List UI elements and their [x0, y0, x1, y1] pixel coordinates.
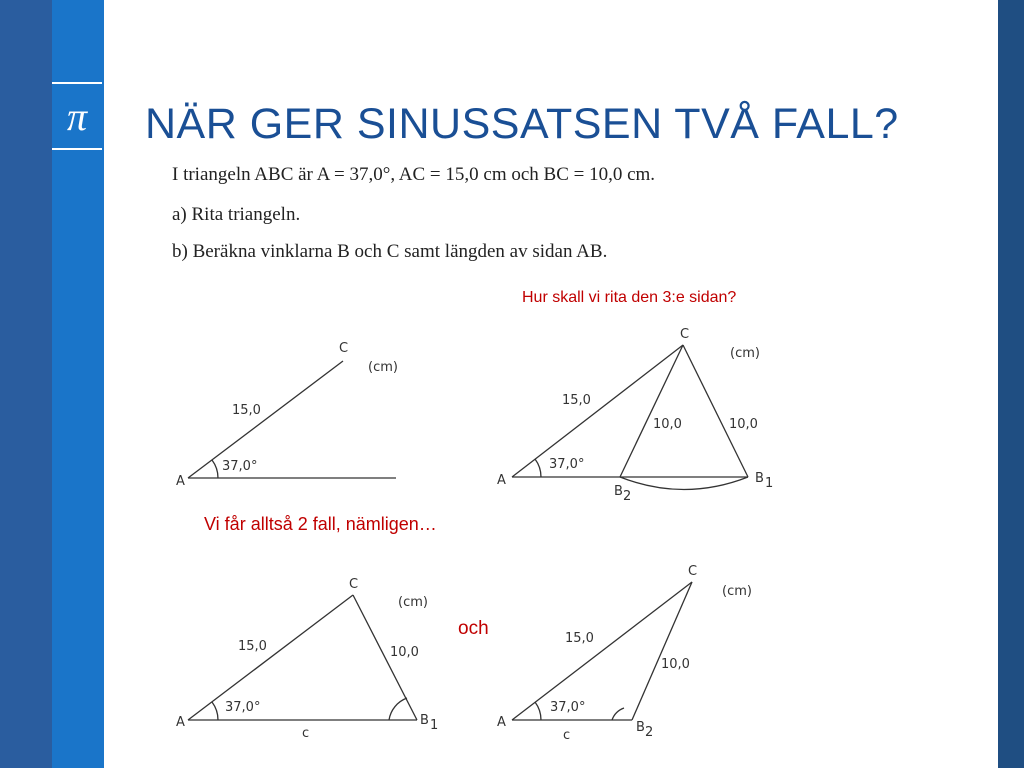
och-label: och [458, 618, 489, 639]
fig1-angle-arc [212, 460, 218, 478]
fig1-label-angle: 37,0° [222, 459, 258, 474]
fig4-label-angle: 37,0° [550, 700, 586, 715]
fig4-label-b: B [636, 720, 645, 735]
fig4-label-c: C [688, 564, 698, 579]
fig1-label-unit: (cm) [368, 360, 398, 375]
fig2-angle-arc [535, 459, 541, 477]
fig3-side-ac [188, 595, 353, 720]
fig2-label-b2-subscript: 2 [623, 489, 632, 504]
fig3-angle-arc [212, 702, 218, 720]
fig3-angle-b-arc [389, 698, 407, 720]
fig2-label-b1-subscript: 1 [765, 476, 774, 491]
problem-part-a: a) Rita triangeln. [172, 204, 301, 225]
fig3-label-a: A [176, 715, 185, 730]
fig3-label-b-subscript: 1 [430, 718, 439, 733]
fig1-side-ac [188, 361, 343, 478]
fig3-label-ac: 15,0 [238, 639, 267, 654]
fig3-label-ab: c [302, 726, 310, 741]
conclusion-note: Vi får alltså 2 fall, nämligen… [204, 514, 437, 534]
fig1-label-c: C [339, 341, 349, 356]
fig3-label-angle: 37,0° [225, 700, 261, 715]
fig4-angle-b-arc [612, 708, 624, 720]
fig4-label-ab: c [563, 728, 571, 743]
problem-statement: I triangeln ABC är A = 37,0°, AC = 15,0 cm och BC = 10,0 cm. [172, 164, 656, 185]
fig4-label-unit: (cm) [722, 584, 752, 599]
fig2-label-c: C [680, 327, 690, 342]
slide-title: NÄR GER SINUSSATSEN TVÅ FALL? [145, 100, 899, 148]
fig2-side-cb2 [620, 345, 683, 477]
fig4-label-ac: 15,0 [565, 631, 594, 646]
fig2-side-cb1 [683, 345, 748, 477]
fig1-label-ac: 15,0 [232, 403, 261, 418]
fig4-label-a: A [497, 715, 506, 730]
fig3-label-bc: 10,0 [390, 645, 419, 660]
fig3-label-c: C [349, 577, 359, 592]
fig3-label-unit: (cm) [398, 595, 428, 610]
fig1-label-a: A [176, 474, 185, 489]
problem-part-b: b) Beräkna vinklarna B och C samt längden av sidan AB. [172, 241, 608, 262]
question-note: Hur skall vi rita den 3:e sidan? [522, 289, 737, 306]
fig2-label-cb2: 10,0 [653, 417, 682, 432]
pi-symbol: π [66, 93, 88, 139]
fig2-label-angle: 37,0° [549, 457, 585, 472]
fig2-label-unit: (cm) [730, 346, 760, 361]
fig4-label-bc: 10,0 [661, 657, 690, 672]
fig2-label-cb1: 10,0 [729, 417, 758, 432]
fig2-circle-arc [620, 477, 748, 490]
fig2-label-b1: B [755, 471, 764, 486]
fig4-angle-arc [535, 702, 541, 720]
fig3-label-b: B [420, 713, 429, 728]
fig2-label-ac: 15,0 [562, 393, 591, 408]
fig2-label-b2: B [614, 484, 623, 499]
fig4-side-ac [512, 582, 692, 720]
fig4-side-bc [632, 582, 692, 720]
fig2-side-ac [512, 345, 683, 477]
fig4-label-b-subscript: 2 [645, 725, 654, 740]
fig2-label-a: A [497, 473, 506, 488]
